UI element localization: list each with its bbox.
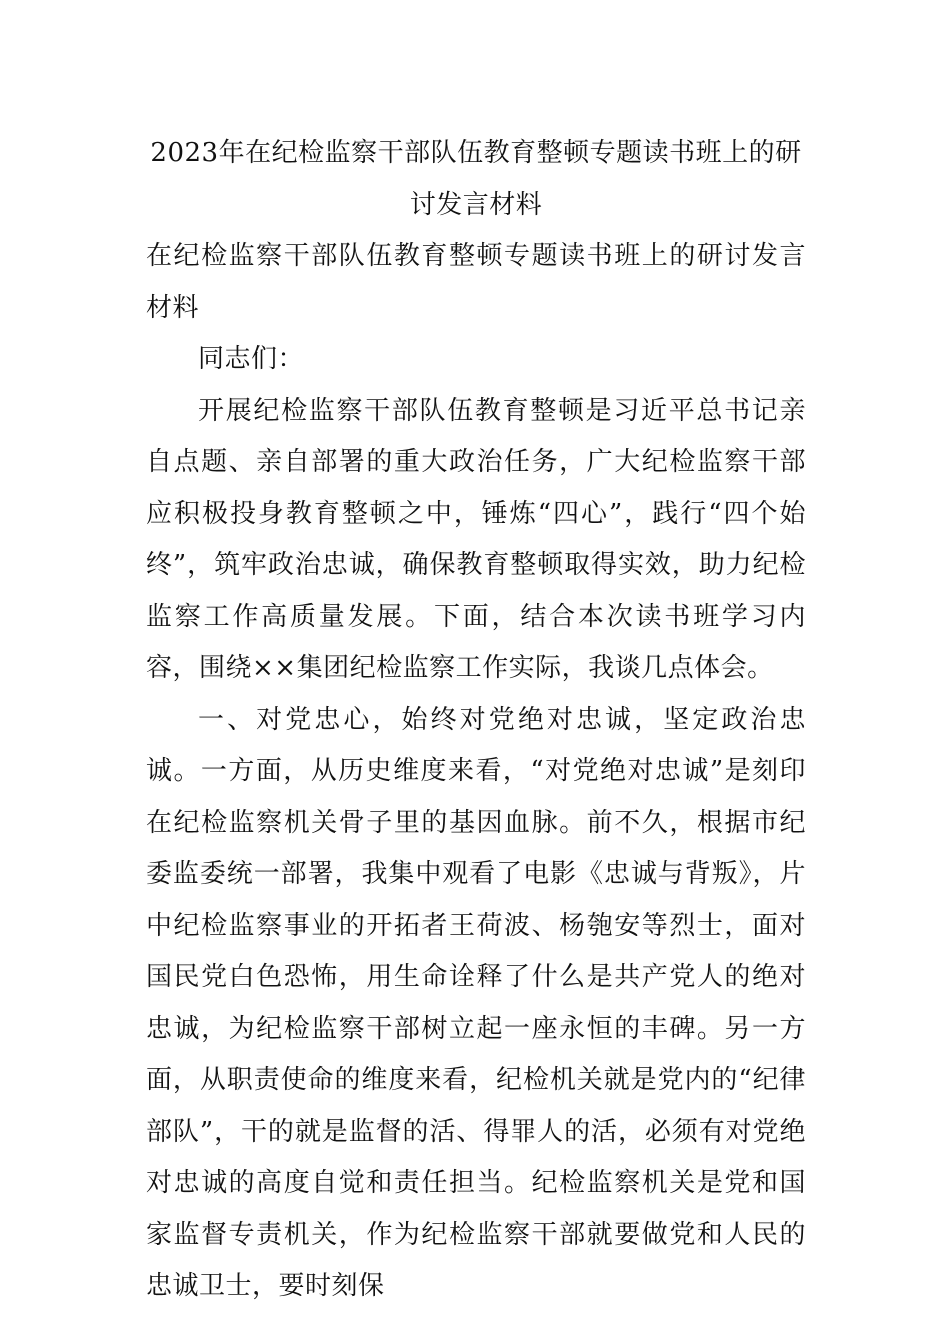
document-subtitle: 在纪检监察干部队伍教育整顿专题读书班上的研讨发言材料 [146,241,806,323]
paragraph-intro: 开展纪检监察干部队伍教育整顿是习近平总书记亲自点题、亲自部署的重大政治任务，广大纪检监察干部应积极投身教育整顿之中，锤炼“四心”，践行“四个始终”，筑牢政治忠诚，确保教育整顿取得实效，助力纪检监察工作高质量发展。下面，结合本次读书班学习内容，围绕××集团纪检监察工作实际，我谈几点体会。 [146,395,806,683]
document-body [146,128,806,1313]
document-title: 2023年在纪检监察干部队伍教育整顿专题读书班上的研讨发言材料 [150,138,802,220]
salutation: 同志们： [198,344,305,374]
paragraph-section-one: 一、对党忠心，始终对党绝对忠诚，坚定政治忠诚。一方面，从历史维度来看，“对党绝对忠诚”是刻印在纪检监察机关骨子里的基因血脉。前不久，根据市纪委监委统一部署，我集中观看了电影《忠诚与背叛》，片中纪检监察事业的开拓者王荷波、杨匏安等烈士，面对国民党白色恐怖，用生命诠释了什么是共产党人的绝对忠诚，为纪检监察干部树立起一座永恒的丰碑。另一方面，从职责使命的维度来看，纪检机关就是党内的“纪律部队”，干的就是监督的活、得罪人的活，必须有对党绝对忠诚的高度自觉和责任担当。纪检监察机关是党和国家监督专责机关，作为纪检监察干部就要做党和人民的忠诚卫士，要时刻保 [146,704,806,1301]
